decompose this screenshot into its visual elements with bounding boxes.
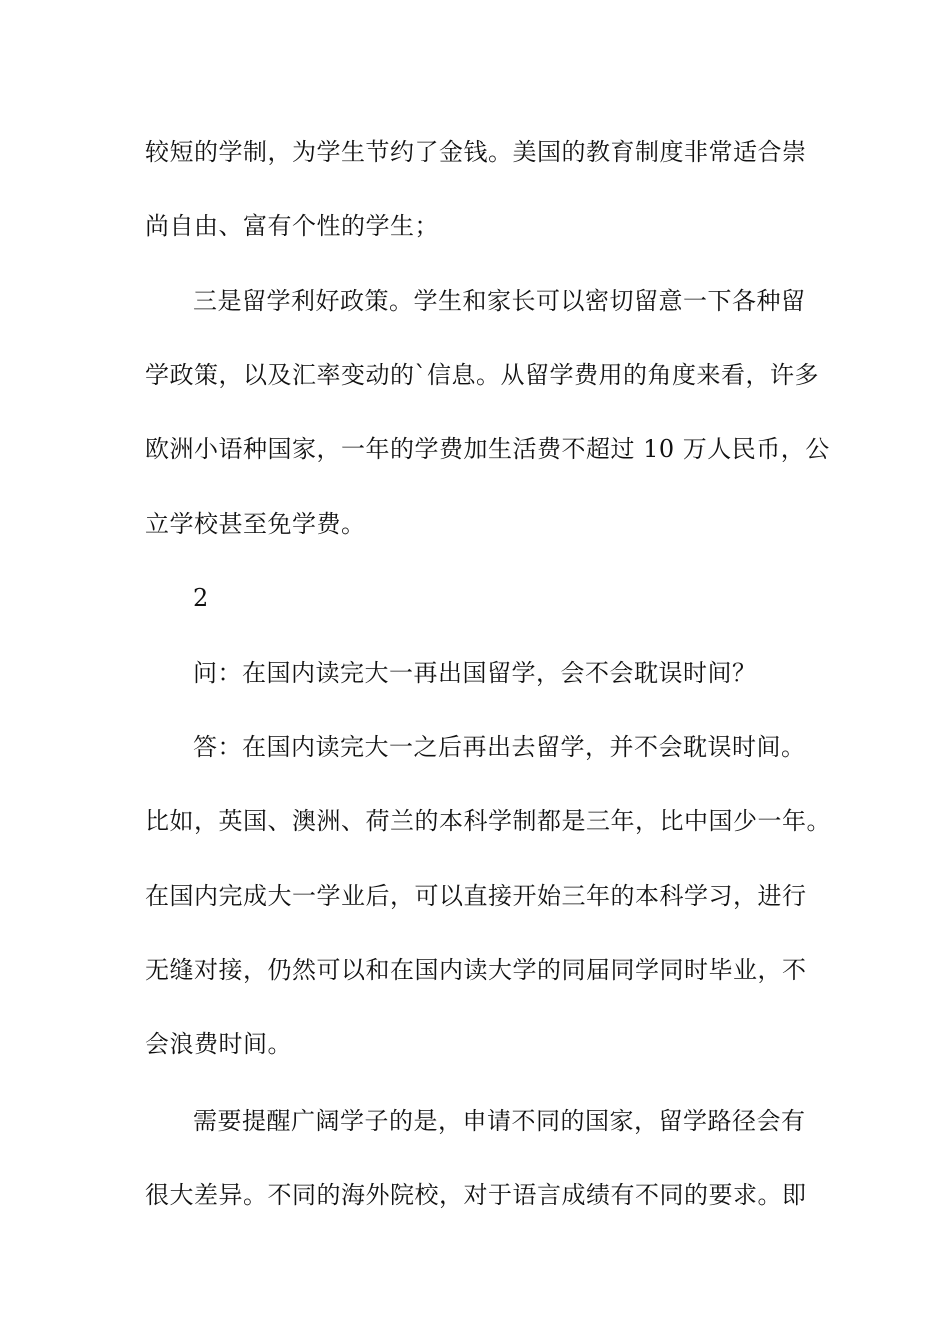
- text-line: 立学校甚至免学费。: [145, 510, 366, 538]
- section-number: 2: [193, 584, 209, 612]
- text-line: 三是留学利好政策。学生和家长可以密切留意一下各种留: [193, 287, 806, 315]
- text-line: 比如，英国、澳洲、荷兰的本科学制都是三年，比中国少一年。: [145, 807, 831, 835]
- answer-line: 答：在国内读完大一之后再出去留学，并不会耽误时间。: [193, 733, 806, 761]
- question-line: 问：在国内读完大一再出国留学，会不会耽误时间？: [193, 659, 757, 687]
- text-line: 学政策，以及汇率变动的`信息。从留学费用的角度来看，许多: [145, 361, 819, 389]
- text-line: 需要提醒广阔学子的是，申请不同的国家，留学路径会有: [193, 1107, 806, 1135]
- text-line: 会浪费时间。: [145, 1030, 292, 1058]
- text-line: 很大差异。不同的海外院校，对于语言成绩有不同的要求。即: [145, 1181, 807, 1209]
- text-line: 无缝对接，仍然可以和在国内读大学的同届同学同时毕业，不: [145, 956, 807, 984]
- text-line: 较短的学制，为学生节约了金钱。美国的教育制度非常适合崇: [145, 138, 807, 166]
- text-line: 欧洲小语种国家，一年的学费加生活费不超过 10 万人民币，公: [145, 435, 830, 463]
- text-line: 尚自由、富有个性的学生；: [145, 212, 439, 240]
- text-line: 在国内完成大一学业后，可以直接开始三年的本科学习，进行: [145, 882, 807, 910]
